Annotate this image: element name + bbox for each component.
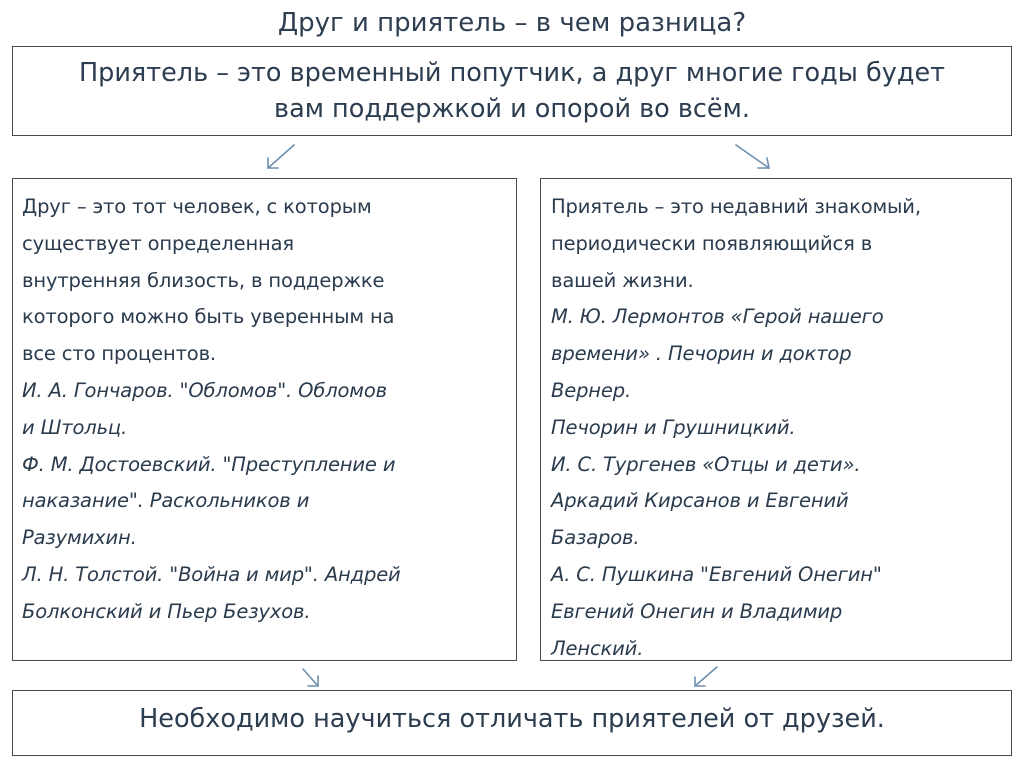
friend-box — [12, 178, 517, 661]
intro-line-2: вам поддержкой и опорой во всём. — [274, 94, 750, 124]
arrow-down-right-icon — [736, 145, 769, 168]
acquaintance-example-line: А. С. Пушкина "Евгений Онегин" — [551, 562, 882, 586]
acquaintance-definition-line: периодически появляющийся в — [551, 231, 873, 255]
acquaintance-definition-line: Приятель – это недавний знакомый, — [551, 195, 921, 218]
acquaintance-box — [540, 178, 1012, 661]
acquaintance-example-line: Вернер. — [551, 378, 632, 402]
friend-example-line: и Штольц. — [22, 415, 128, 439]
friend-example-line: И. А. Гончаров. "Обломов". Обломов — [22, 378, 387, 402]
acquaintance-example-line: Евгений Онегин и Владимир — [551, 599, 843, 623]
friend-example-line: Болконский и Пьер Безухов. — [22, 599, 311, 623]
friend-example-line: Ф. М. Достоевский. "Преступление и — [22, 452, 396, 476]
conclusion-text: Необходимо научиться отличать приятелей от друзей. — [139, 704, 885, 734]
friend-definition-line: существует определенная — [22, 231, 295, 255]
acquaintance-example-line: Ленский. — [551, 636, 644, 660]
friend-definition-line: все сто процентов. — [22, 342, 216, 366]
friend-example-line: Л. Н. Толстой. "Война и мир". Андрей — [22, 562, 401, 586]
friend-definition-line: внутренняя близость, в поддержке — [22, 268, 385, 292]
conclusion-box — [12, 690, 1012, 756]
arrow-down-right-icon — [303, 669, 318, 686]
acquaintance-example-line: И. С. Тургенев «Отцы и дети». — [551, 452, 861, 476]
page-title: Друг и приятель – в чем разница? — [277, 8, 747, 38]
friend-example-line: наказание". Раскольников и — [22, 489, 310, 513]
acquaintance-example-line: Печорин и Грушницкий. — [551, 415, 796, 439]
friend-definition-line: которого можно быть уверенным на — [22, 305, 395, 329]
arrow-down-left-icon — [695, 667, 717, 686]
intro-box — [12, 46, 1012, 136]
acquaintance-example-line: Базаров. — [551, 526, 640, 550]
acquaintance-example-line: Аркадий Кирсанов и Евгений — [551, 489, 849, 513]
acquaintance-definition-line: вашей жизни. — [551, 268, 694, 292]
intro-line-1: Приятель – это временный попутчик, а друг многие годы будет — [78, 58, 946, 88]
friend-definition-line: Друг – это тот человек, с которым — [22, 195, 372, 218]
acquaintance-example-line: М. Ю. Лермонтов «Герой нашего — [551, 305, 884, 329]
acquaintance-example-line: времени» . Печорин и доктор — [551, 342, 852, 366]
arrow-down-left-icon — [268, 145, 294, 168]
friend-example-line: Разумихин. — [22, 526, 137, 550]
